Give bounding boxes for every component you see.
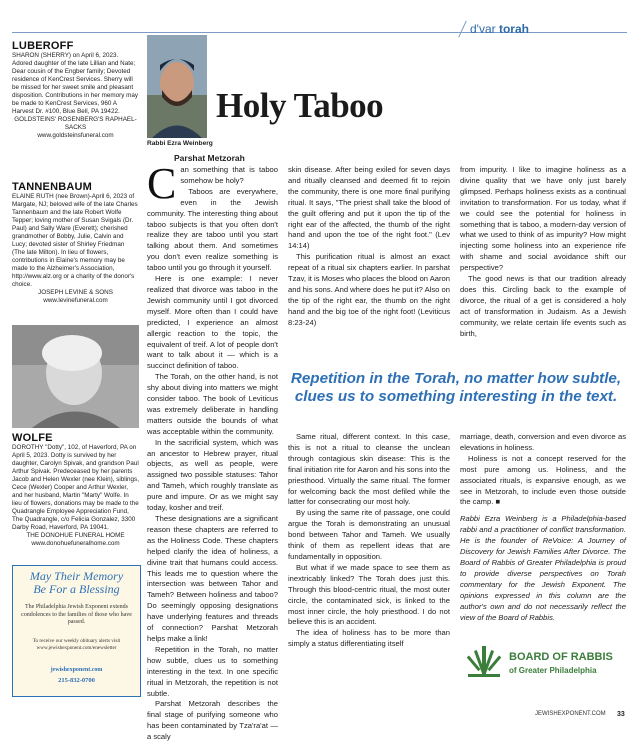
memory-promo-box: [12, 565, 141, 697]
funeral-home: GOLDSTEINS' ROSENBERG'S RAPHAEL-SACKS: [14, 116, 137, 131]
pull-quote: Repetition in the Torah, no matter how subtle, clues us to something interesting in the text.: [290, 370, 622, 405]
obituary-name: TANNENBAUM: [12, 181, 93, 193]
parsha-name: Parshat Metzorah: [174, 153, 245, 163]
paragraph: Parshat Metzorah describes the final stage of purifying someone who has been contaminated by Tza'ra'at — a scaly: [147, 699, 278, 742]
article-column-2-bottom: [288, 432, 450, 650]
funeral-home: THE DONOHUE FUNERAL HOME: [26, 532, 125, 539]
obituary-wolfe: [12, 432, 139, 548]
page-number: 33: [617, 711, 625, 718]
article-title: Holy Taboo: [216, 86, 384, 125]
author-photo: [147, 35, 207, 138]
paragraph: Holiness is not a concept reserved for the most pure among us. Holiness, and the associated rituals, is expansive enough, as we see in Metzorah, to include even those outside the camp. ■: [460, 453, 626, 507]
footer-url: JEWISHEXPONENT.COM: [535, 711, 606, 717]
paragraph: The idea of holiness has to be more than simply a status differentiating itself: [288, 628, 450, 649]
obituary-photo-wolfe: [12, 325, 139, 428]
paragraph: The Torah, on the other hand, is not shy about diving into matters we might consider taboo. The book of Leviticus was extremely deliberate in handling matters outside the bounds of what was acceptable within the community.: [147, 372, 278, 436]
board-of-rabbis-logo-icon: [464, 640, 504, 685]
author-bio: Rabbi Ezra Weinberg is a Philadelphia-based rabbi and a practitioner of conflict transformation. He is the founder of ReVoice: A Journey of Discovery for Jewish Families After Divorce. The Board of Rabbis of Greater Philadelphia is proud to provide diverse perspectives on Torah commentary for the Jewish Exponent. The opinions expressed in this column are the author's own and do not necessarily reflect the view of the Board of Rabbis.: [460, 514, 626, 622]
obituary-luberoff: [12, 40, 139, 140]
article-column-2-top: [288, 165, 450, 329]
paragraph: By using the same rite of passage, one could argue the Torah is demonstrating an unusual bond between Tahor and Tameh. We usually think of them as repellent ideas that are fundamentally in opposition.: [288, 508, 450, 561]
promo-link[interactable]: jewishexponent.com: [50, 667, 103, 673]
article-column-3-top: [460, 165, 626, 340]
obituary-text: SHARON (SHERRY) on April 6, 2023. Adored daughter of the late Lillian and Nate; Dear cousin of the Engber family; Devoted residence of KenCrest Services. Sherry will be missed for her sweet smile and pleasant disposition. Contributions in her memory may be made to KenCrest Services, 960 A Harvest Dr. #100, Blue Bell, PA 19422.: [12, 52, 138, 115]
paragraph: In the sacrificial system, which was an ancestor to Hebrew prayer, ritual objects, as well as people, were assigned two possible statuses: Tahor and Tameh, which roughly translate as pure and impure. Or as we might say today, kosher and treif.: [147, 437, 278, 513]
drop-cap: C: [147, 159, 177, 208]
paragraph: These designations are a significant reason these chapters are referred to as the Holiness Code. These chapters helped clarify the idea of holiness, a divine trait that humans could access. This leads me to question where the intersection was between Tahor and Tameh? Between holiness and taboo? Do seemingly opposing designations have underlying features and threads of connection? Parshat Metzorah helps make a link!: [147, 514, 278, 643]
board-subname: of Greater Philadelphia: [509, 666, 597, 675]
portrait-image: [12, 325, 139, 428]
funeral-url: www.goldsteinsfuneral.com: [37, 132, 114, 139]
paragraph: Same ritual, different context. In this case, this is not a ritual to cleanse the unclean through contagious skin disease: This is the final initiation rite for Aaron and his sons into the priesthood. Virtually the same ritual. The former for welcoming back the most defiled while the latter for consecrating our most holy.: [288, 432, 450, 507]
funeral-url: www.levinefuneral.com: [43, 297, 108, 304]
funeral-url: www.donohuefuneralhome.com: [31, 540, 120, 547]
paragraph: Can something that is taboo somehow be holy?: [147, 159, 278, 208]
paragraph: The good news is that our tradition already does this. Circling back to the example of divorce, the ritual of a get is considered a holy act of transformation in Judaism. As a Jewish community, we relate certain life events such as birth,: [460, 274, 626, 338]
article-column-3-bottom: [460, 432, 626, 623]
obituary-tannenbaum: [12, 181, 139, 305]
promo-phone: 215-832-0700: [58, 677, 95, 684]
paragraph: marriage, death, conversion and even divorce as elevations in holiness.: [460, 432, 626, 452]
paragraph: Taboos are everywhere, even in the Jewish community. The interesting thing about taboo subjects is that you often don't realize they are taboo until you start talking about them. And sometimes you don't even realize something is taboo until you go through it yourself.: [147, 186, 278, 273]
author-byline: Rabbi Ezra Weinberg: [147, 140, 213, 147]
paragraph: Here is one example: I never realized that divorce was taboo in the Jewish community until I got divorced myself. More often than I could have predicted, I experience an almost allergic reaction to the topic, the equivalent of treif. A lot of people don't want to talk about it — which is a succinct definition of taboo.: [147, 274, 278, 371]
obituary-text: ELAINE RUTH (nee Brown)-April 6, 2023 of Margate, NJ; beloved wife of the late Charles Tannenbaum and the late Robert Wolfe Tepper; loving mother of Susan Svigals (Dr. Paul) and Sally Ware (Everett); cherished grandmother of Bobby, Julie, Calvin and Lucy; devoted sister of Shirley Friedman (The late Milton). In lieu of flowers, contributions in Elaine's memory may be made to the Alzheimer's Association, http://www.alz.org or a charity of the donor's choice.: [12, 193, 138, 288]
obituary-name: WOLFE: [12, 432, 53, 444]
paragraph: But what if we made space to see them as inextricably linked? The Torah does just this. Through this blood-centric ritual, the most outer circle, the contaminated sick, is linked to the most inner circle, the holy priesthood. I do not believe this is an accident.: [288, 562, 450, 627]
paragraph: Repetition in the Torah, no matter how subtle, clues us to something interesting in the text. In one specific ritual in Metzorah, the repetition is not subtle.: [147, 644, 278, 698]
obituary-name: LUBEROFF: [12, 40, 74, 52]
paragraph: from impurity. I like to imagine holiness as a divine quality that we have only just barely glimpsed. Perhaps holiness exists as a continual invitation to transformation. For us today, what if we could see the potential for holiness in something that is taboo, a modern-day version of what we used to think of as impurity? How might injecting some holiness into an experience rife with shame and social avoidance shift our perspective?: [460, 165, 626, 273]
obituary-text: DOROTHY "Dotty", 102, of Haverford, PA on April 5, 2023. Dotty is survived by her daughter, Carolyn Spivak, and grandson Paul Arthur Spivak. Predeceased by her parents Jacob and Helen Wexler (nee Klein), siblings, Cece (Wexler) Cooper and Arthur Wexler, and her husband, Martin "Marty" Wolfe. In lieu of flowers, donations may be made to the Quadrangle Employee Appreciation Fund, The Quadrangle, c/o Felicia Gonzalez, 3300 Darby Road, Haverford, PA 19041.: [12, 444, 139, 531]
header-slash: [458, 21, 467, 38]
header-rule: [12, 32, 627, 33]
promo-title: May Their Memory Be For a Blessing: [29, 569, 124, 596]
article-column-1: [147, 159, 278, 743]
promo-note: To receive our weekly obituary alerts visit www.jewishexponent.com/enewsletter: [32, 638, 121, 651]
section-label: d'var torah: [470, 22, 529, 36]
funeral-home: JOSEPH LEVINE & SONS: [38, 289, 113, 296]
board-name: BOARD OF RABBIS: [509, 651, 613, 663]
paragraph: skin disease. After being exiled for seven days and ritually cleansed and deemed fit to rejoin the community, there is one more final purifying ritual. It says, "The priest shall take the blood of the guilt offering and put it upon the tip of the right ear of the affected, the thumb of the right hand and upon the toe of the right foot." (Lev 14:14): [288, 165, 450, 251]
promo-body: The Philadelphia Jewish Exponent extends condolences to the families of those who have passed.: [21, 604, 132, 625]
paragraph: This purification ritual is almost an exact repeat of a ritual six chapters earlier. In parshat Tzav, it is Moses who places the blood on Aaron and his sons. And where does he put it? Also on the tip of the right ear, the thumb on the right hand and the big toe of the right foot! (Leviticus 8:23-24): [288, 252, 450, 327]
